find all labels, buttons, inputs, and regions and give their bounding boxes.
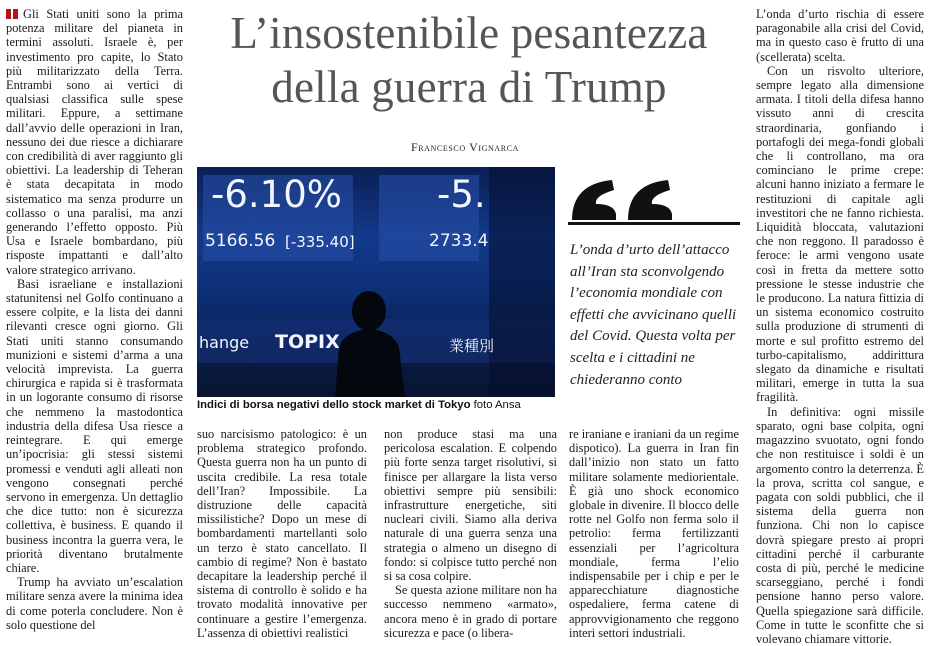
paragraph: Con un risvolto ulteriore, sempre legato alla dimensione armata. I titoli della difesa hanno vissuto anni di crescita straordinaria, gonfiando i portafogli dei mega-fondi globali che li controllano, ma ora cominciano le prime crepe: alcuni hanno iniziato a fermare le restituzioni di capitale agli investitori che ne fanno richiesta. Liquidità bloccata, valutazioni che non reggono. Il paradosso è feroce: le armi vengono usate così in fretta da mettere sotto pressione le stesse industrie che le producono. La natura fittizia di un sistema economico costruito sulla produzione di strumenti di morte e sul profitto estremo del turbo-capitalismo, addirittura slegato da dinamiche e risultati militari, emerge in tutta la sua fragilità. <box>756 63 924 405</box>
headline-line-2: della guerra di Trump <box>271 62 667 112</box>
pull-quote: L’onda d’urto dell’attacco all’Iran sta sconvolgendo l’economia mondiale con effetti che avvicinano quelli del Covid. Questa volta per scelta e i cittadini ne chiederanno conto <box>570 242 737 388</box>
screen-value-right: 2733.4 <box>429 231 489 251</box>
paragraph: L’onda d’urto rischia di essere paragonabile alla crisi del Covid, ma in questo caso è frutto di una (scellerata) scelta. <box>756 7 924 64</box>
article-column-3 <box>384 427 557 640</box>
caption-credit: foto Ansa <box>473 399 521 411</box>
paragraph: non produce stasi ma una pericolosa escalation. E colpendo più forte senza target risolutivi, si finisce per allargare la lista verso obiettivi sempre più sensibili: infrastrutture energetiche, siti nucleari civili. Siamo alla deriva naturale di una guerra senza una strategia o almeno un disegno di fondo: si colpisce tutto perché non si sa cosa colpire. <box>384 427 557 584</box>
article-column-5 <box>756 7 924 646</box>
paragraph: Gli Stati uniti sono la prima potenza militare del pianeta in termini assoluti. Israele è, per investimento pro capite, lo Stato più militarizzato della Terra. Entrambi sono ai vertici di qualsiasi classifica sulle spese militari. Eppure, a settimane dall’avvio delle operazioni in Iran, nessuno dei due riesce a dichiarare con credibilità di aver raggiunto gli obiettivi. La leadership di Teheran è stata decapitata in modo sistematico ma senza produrre un collasso o una paralisi, ma anzi generando l’effetto opposto. Più Usa e Israele bombardano, più risposte impattanti e dall’alto valore strategico arrivano. <box>6 7 183 277</box>
headline <box>188 6 750 114</box>
article-column-1 <box>6 7 183 632</box>
pillar-shadow <box>489 167 555 397</box>
paragraph: Trump ha avviato un’escalation militare senza avere la minima idea di come poterla concludere. Non è solo questione del <box>6 575 183 632</box>
person-silhouette <box>325 285 413 397</box>
screen-value-left: 5166.56 <box>205 231 276 251</box>
quotation-marks-icon <box>568 170 740 232</box>
screen-label-left: hange <box>199 333 250 352</box>
article-column-4 <box>569 427 739 640</box>
screen-label-kanji: 業種別 <box>449 337 495 355</box>
caption-text: Indici di borsa negativi dello stock market di Tokyo <box>197 399 471 411</box>
screen-percent-right: -5. <box>437 173 486 216</box>
photo-caption <box>197 399 557 412</box>
red-marker-icon <box>13 9 18 19</box>
article-column-2 <box>197 427 367 640</box>
stock-market-photo <box>197 167 555 397</box>
headline-line-1: L’insostenibile pesantezza <box>230 8 708 58</box>
paragraph: suo narcisismo patologico: è un problema strategico profondo. Questa guerra non ha un punto di uscita credibile. La resa totale dell’Iran? Impossibile. La distruzione delle capacità missilistiche? Dopo un mese di bombardamenti martellanti solo un terzo è stato cancellato. Il cambio di regime? Non è bastato decapitare la leadership perché il sistema di controllo è solido e ha trovato modalità innovative per continuare a gestire l’emergenza. L’assenza di obiettivi realistici <box>197 427 367 640</box>
paragraph: In definitiva: ogni missile sparato, ogni base colpita, ogni magazzino svuotato, ogni fondo che non restituisce i soldi è un argomento contro la deterrenza. È la prova, scritta col sangue, e pagata con soldi pubblici, che il sistema della guerra non funziona. Chi non lo capisce dovrà spiegare presto ai propri cittadini perché il carburante costa di più, perché le medicine scarseggiano, perché i fondi pensione hanno perso valore. Quella spiegazione sarà difficile. Come in tutte le sconfitte che si volevano chiamare vittorie. <box>756 404 924 646</box>
screen-percent-left: -6.10% <box>211 173 342 216</box>
paragraph: Basi israeliane e installazioni statunitensi nel Golfo continuano a essere colpite, e la lista dei danni rilevanti cresce ogni giorno. Gli Stati uniti stanno consumando munizioni e sistemi d’arma a una velocità imprevista. La guerra chirurgica e rapida si è trasformata in un logorante consumo di risorse che nemmeno la mastodontica industria della difesa Usa riesce a reintegrare. E qui emerge un’ipocrisia: gli stessi sistemi promessi e venduti agli alleati non vengono consegnati perché servono in emergenza. Un dettaglio che dice tutto: non è sicurezza collettiva, è business. E quando il business incontra la guerra vera, le priorità diventano brutalmente chiare. <box>6 276 183 575</box>
paragraph: Se questa azione militare non ha successo nemmeno «armato», ancora meno è in grado di portare sicurezza e pace (o libera- <box>384 583 557 640</box>
screen-label-topix: TOPIX <box>275 331 340 353</box>
byline: Francesco Vignarca <box>410 140 520 154</box>
red-marker-icon <box>6 9 11 19</box>
screen-change-left: [-335.40] <box>285 233 355 251</box>
paragraph: re iraniane e iraniani da un regime dispotico). La guerra in Iran fin dall’inizio non stato un fatto militare solamente mediorientale. È già uno shock economico globale in divenire. Il blocco delle rotte nel Golfo non ferma solo il petrolio: ferma fertilizzanti essenziali per l’agricoltura mondiale, ferma l’elio indispensabile per i chip e per le apparecchiature diagnostiche ospedaliere, ferma catene di approvvigionamento che reggono interi settori industriali. <box>569 427 739 640</box>
